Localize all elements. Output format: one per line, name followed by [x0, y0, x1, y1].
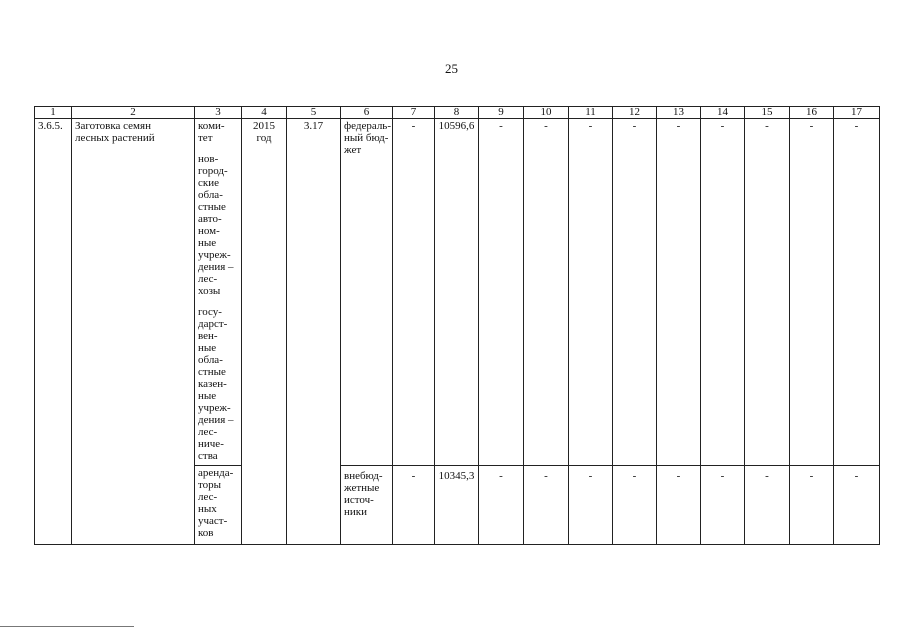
funding-source: внебюд- жетные источ- ники [341, 466, 393, 545]
footer-divider [0, 626, 134, 627]
page-number: 25 [445, 61, 458, 76]
value-cell: - [834, 466, 880, 545]
column-header: 2 [72, 107, 195, 119]
column-header: 13 [657, 107, 701, 119]
value-cell: - [479, 119, 524, 466]
column-header: 6 [341, 107, 393, 119]
indicator-cell: 3.17 [287, 119, 341, 545]
value-cell: - [393, 119, 435, 466]
column-header: 15 [745, 107, 790, 119]
value-cell: - [524, 466, 569, 545]
column-header: 16 [790, 107, 834, 119]
value-cell: - [613, 466, 657, 545]
program-table [34, 106, 880, 545]
value-cell: - [834, 119, 880, 466]
executor-cell [195, 119, 242, 466]
column-header: 5 [287, 107, 341, 119]
column-header: 12 [613, 107, 657, 119]
executor-committee: коми- тет [198, 120, 225, 144]
value-cell: - [745, 119, 790, 466]
executor-tenants: аренда- торы лес- ных участ- ков [195, 466, 242, 545]
value-cell: 10596,6 [435, 119, 479, 466]
column-header: 11 [569, 107, 613, 119]
column-header: 9 [479, 107, 524, 119]
row-code: 3.6.5. [35, 119, 72, 545]
column-header: 7 [393, 107, 435, 119]
value-cell: - [613, 119, 657, 466]
value-cell: - [569, 119, 613, 466]
table-row [35, 119, 880, 466]
column-header: 3 [195, 107, 242, 119]
value-cell: - [701, 119, 745, 466]
funding-source: федераль- ный бюд- жет [341, 119, 393, 466]
header-row [35, 107, 880, 119]
value-cell: - [479, 466, 524, 545]
value-cell: - [569, 466, 613, 545]
value-cell: 10345,3 [435, 466, 479, 545]
column-header: 14 [701, 107, 745, 119]
value-cell: - [657, 466, 701, 545]
value-cell: - [745, 466, 790, 545]
column-header: 4 [242, 107, 287, 119]
executor-lesnichestva: госу- дарст- вен- ные обла- стные казен- ные учреж- дения – лес- ниче- ства [198, 306, 234, 462]
term-cell: 2015 год [242, 119, 287, 545]
column-header: 8 [435, 107, 479, 119]
value-cell: - [524, 119, 569, 466]
column-header: 17 [834, 107, 880, 119]
value-cell: - [393, 466, 435, 545]
value-cell: - [790, 466, 834, 545]
value-cell: - [701, 466, 745, 545]
column-header: 1 [35, 107, 72, 119]
column-header: 10 [524, 107, 569, 119]
row-name: Заготовка семян лесных растений [72, 119, 195, 545]
value-cell: - [657, 119, 701, 466]
value-cell: - [790, 119, 834, 466]
executor-leskhozy: нов- город- ские обла- стные авто- ном- ные учреж- дения – лес- хозы [198, 153, 234, 297]
